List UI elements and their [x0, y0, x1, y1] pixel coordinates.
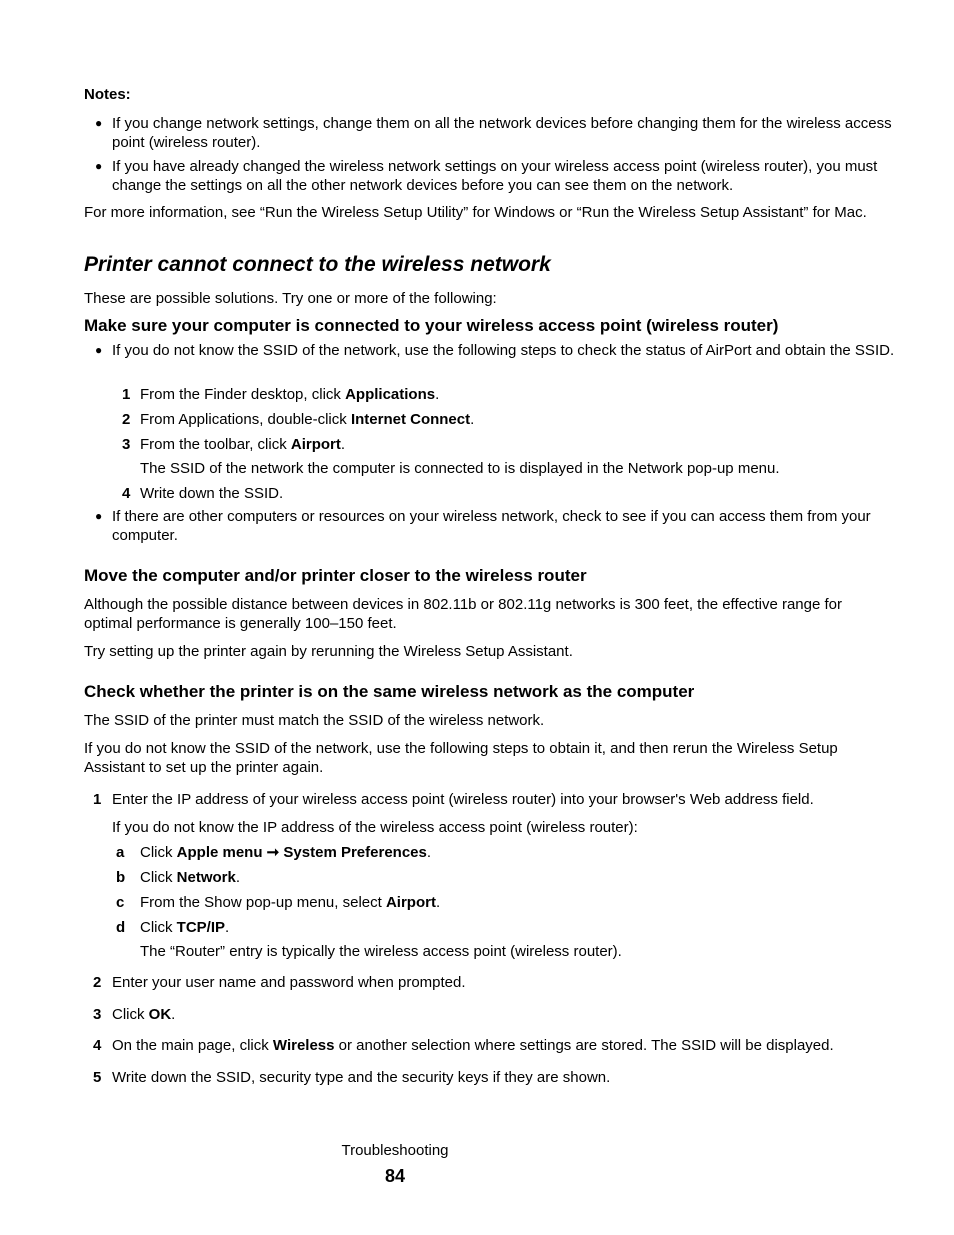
paragraph: Try setting up the printer again by rerunning the Wireless Setup Assistant.	[84, 643, 573, 660]
step-number: 4	[122, 485, 131, 502]
step-bold: System Preferences	[283, 844, 427, 861]
step-bold: Wireless	[272, 1037, 335, 1054]
step-item	[122, 385, 930, 404]
step-item	[122, 435, 930, 454]
step-text: Click	[140, 844, 177, 861]
step-text: .	[435, 894, 441, 911]
arrow-icon: ➞	[262, 844, 284, 861]
heading-connect-router: Make sure your computer is connected to your wireless access point (wireless router)	[84, 316, 779, 335]
step-number: 5	[93, 1069, 102, 1086]
step-bold: TCP/IP	[176, 919, 226, 936]
step-number: 4	[93, 1037, 102, 1054]
step-item	[93, 1068, 902, 1087]
footer-section-name: Troubleshooting	[341, 1142, 449, 1159]
step-text: .	[426, 844, 432, 861]
substep-letter: a	[116, 844, 125, 861]
step-text: From the toolbar, click	[140, 436, 291, 453]
more-info-paragraph: For more information, see “Run the Wireless Setup Utility” for Windows or “Run the Wireless Setup Assistant” for Mac.	[84, 204, 867, 221]
step-item	[93, 790, 902, 809]
note-item	[95, 157, 902, 195]
step-text: From Applications, double-click	[140, 411, 351, 428]
step-item	[122, 410, 930, 429]
step-note: If you do not know the IP address of the wireless access point (wireless router):	[112, 819, 638, 836]
note-text: If you change network settings, change them on all the network devices before changing them for the wireless access point (wireless router).	[112, 115, 892, 151]
step-text: Write down the SSID, security type and the security keys if they are shown.	[112, 1069, 611, 1086]
step-text: Click	[112, 1006, 149, 1023]
bullet-icon: ●	[95, 116, 103, 130]
step-text: Click	[140, 919, 177, 936]
list-item	[95, 507, 902, 545]
paragraph: If you do not know the SSID of the network, use the following steps to obtain it, and then rerun the Wireless Setup Assistant to set up the printer again.	[84, 740, 838, 776]
paragraph: Although the possible distance between devices in 802.11b or 802.11g networks is 300 feet, the effective range for optimal performance is generally 100–150 feet.	[84, 596, 842, 632]
bullet-icon: ●	[95, 509, 103, 523]
step-text: From the Finder desktop, click	[140, 386, 346, 403]
note-text: If you have already changed the wireless network settings on your wireless access point (wireless router), you must change the settings on all the other network devices before you can see them on the network.	[112, 158, 878, 194]
step-text: .	[235, 869, 241, 886]
notes-label: Notes:	[84, 86, 131, 103]
step-text: Click	[140, 869, 177, 886]
substep-letter: b	[116, 869, 126, 886]
step-text: From the Show pop-up menu, select	[140, 894, 386, 911]
step-bold: Network	[176, 869, 236, 886]
step-bold: Airport	[385, 894, 436, 911]
step-text: Write down the SSID.	[140, 485, 284, 502]
substep-item	[116, 843, 930, 862]
substep-item	[116, 893, 930, 912]
step-text: .	[171, 1006, 176, 1023]
substep-letter: d	[116, 919, 126, 936]
substep-item	[116, 918, 930, 937]
step-note: The “Router” entry is typically the wireless access point (wireless router).	[140, 943, 622, 960]
step-bold: Internet Connect	[350, 411, 471, 428]
step-note: The SSID of the network the computer is connected to is displayed in the Network pop-up menu.	[140, 460, 780, 477]
list-item	[95, 341, 902, 360]
step-item	[93, 1005, 902, 1024]
paragraph: The SSID of the printer must match the SSID of the wireless network.	[84, 712, 545, 729]
step-number: 3	[93, 1006, 102, 1023]
step-number: 2	[93, 974, 102, 991]
bullet-icon: ●	[95, 159, 103, 173]
step-number: 2	[122, 411, 131, 428]
note-item	[95, 114, 902, 152]
list-item-text: If there are other computers or resources on your wireless network, check to see if you can access them from your computer.	[112, 508, 871, 544]
section-title: Printer cannot connect to the wireless network	[84, 253, 551, 276]
step-text: .	[340, 436, 346, 453]
step-number: 1	[93, 791, 102, 808]
substep-letter: c	[116, 894, 125, 911]
substep-item	[116, 868, 930, 887]
step-bold: OK	[148, 1006, 172, 1023]
step-bold: Airport	[290, 436, 341, 453]
page-number: 84	[384, 1166, 406, 1186]
intro-paragraph: These are possible solutions. Try one or more of the following:	[84, 290, 497, 307]
step-text: .	[435, 386, 440, 403]
step-text: On the main page, click	[112, 1037, 273, 1054]
step-text: .	[470, 411, 475, 428]
step-text: Enter the IP address of your wireless access point (wireless router) into your browser's Web address field.	[112, 791, 814, 808]
bullet-icon: ●	[95, 343, 103, 357]
step-item	[93, 1036, 902, 1055]
step-bold: Apple menu	[176, 844, 263, 861]
step-bold: Applications	[345, 386, 436, 403]
step-item	[93, 973, 902, 992]
step-number: 3	[122, 436, 131, 453]
step-text: Enter your user name and password when prompted.	[112, 974, 466, 991]
step-text: .	[225, 919, 230, 936]
step-number: 1	[122, 386, 131, 403]
step-item	[122, 484, 930, 503]
heading-move-closer: Move the computer and/or printer closer to the wireless router	[84, 566, 587, 585]
heading-same-network: Check whether the printer is on the same wireless network as the computer	[84, 682, 695, 701]
step-text: or another selection where settings are stored. The SSID will be displayed.	[334, 1037, 834, 1054]
list-item-text: If you do not know the SSID of the network, use the following steps to check the status of AirPort and obtain the SSID.	[112, 342, 895, 359]
